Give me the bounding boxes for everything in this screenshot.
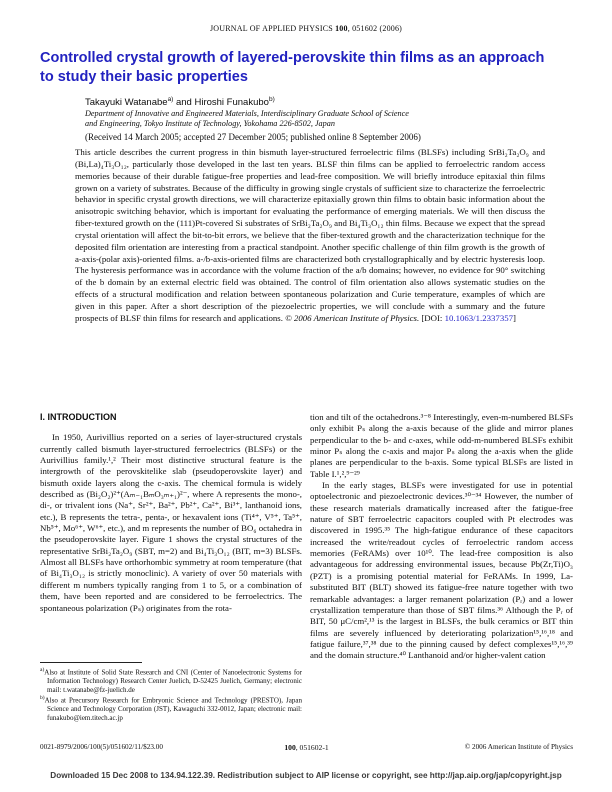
section-heading-introduction: I. INTRODUCTION <box>40 412 117 422</box>
footnote-a-marker: a) <box>40 667 45 673</box>
footnote-separator-rule <box>40 662 142 663</box>
author-1-footnote-marker: a) <box>167 96 174 103</box>
footnote-b-text: Also at Precursory Research for Embryonic Science and Technology (PRESTO), Japan Science and Technology Corporation (JST), Kawaguchi 332-0012, Japan; electronic mail: funakubo@iem.titech.ac.jp <box>44 696 302 722</box>
download-notice: Downloaded 15 Dec 2008 to 134.94.122.39. Redistribution subject to AIP license or copyright, see http://jap.aip.org/jap/copyright.jsp <box>50 771 562 780</box>
journal-issue-info: , 051602 (2006) <box>347 24 403 33</box>
doi-prefix: [DOI: <box>419 312 445 323</box>
affiliation <box>85 109 555 129</box>
affiliation-line2: and Engineering, Tokyo Institute of Technology, Yokohama 226-8502, Japan <box>85 118 335 128</box>
body-column-right <box>310 412 573 742</box>
received-dates: (Received 14 March 2005; accepted 27 December 2005; published online 8 September 2006) <box>85 132 421 142</box>
footer-copyright: © 2006 American Institute of Physics <box>464 743 573 751</box>
author-line <box>85 96 545 108</box>
intro-paragraph-2: In the early stages, BLSFs were investigated for use in potential optoelectronic and piezoelectronic devices.³⁰⁻³⁴ However, the number of these research materials dramatically increased after the fatigue-free nature of SBT ferroelectric capacitors coupled with Pt electrodes was discovered in 1995.³⁵ The high-fatigue endurance of these capacitors increased the write/readout cycles of ferroelectric random access memories (FeRAMs) over 10¹⁰. The lead-free composition is also advantageous for addressing environmental issues, because Pb(Zr,Ti)O₃ (PZT) is a promising potential material for FeRAMs. In 1999, La-substituted BIT (BLT) showed its fatigue-free nature together with two remarkable advantages: a larger remanent polarization (Pᵣ) and a lower crystallization temperature than those of SBT films.³⁶ Although the Pᵣ of BIT, 50 μC/cm²,¹³ is the largest in BLSFs, the bulk ceramics or BIT thin films are severely influenced by deteriorating polarization¹⁵,¹⁶,¹⁸ and fatigue failure,³⁷,³⁸ due to the pinning caused by defect complexes¹⁵,¹⁶,³⁹ and the domain structure.⁴⁰ Lanthanoid and/or higher-valent cation <box>310 480 573 661</box>
journal-name: JOURNAL OF APPLIED PHYSICS <box>209 24 336 33</box>
footnote-b-marker: b) <box>40 695 45 702</box>
footnote-block <box>40 662 302 722</box>
intro-paragraph-1: In 1950, Aurivillius reported on a series of layer-structured crystals currently called bismuth layer-structured ferroelectrics (BLSFs) or the Aurivillius family.¹,² Their most distinctive structural feature is the intergrowth of the perovskitelike slab (pseudoperovskite layer) and bismuth oxide layers along the c-axis. The chemical formula is widely described as (Bi₂O₂)²⁺(Aₘ₋₁BₘO₃ₘ₊₁)²⁻, where A represents the mono-, di-, or trivalent ions (Na⁺, Sr²⁺, Ba²⁺, Pb²⁺, Ca²⁺, Bi³⁺, lanthanoid ions, etc.), B represents the tetra-, penta-, or hexavalent ions (Ti⁴⁺, V⁵⁺, Ta⁵⁺, Nb⁵⁺, Mo⁶⁺, W⁶⁺, etc.), and m represents the number of BO₆ octahedra in the pseudoperovskite layer. Figure 1 shows the crystal structures of the representative SrBi₂Ta₂O₉ (SBT, m=2) and Bi₄Ti₃O₁₂ (BIT, m=3) BLSFs. Almost all BLSFs have orthorhombic symmetry at room temperature (that of Bi₄Ti₃O₁₂ is strictly monoclinic). A variety of over 50 materials with different m numbers typically ranging from 1 to 5, or a combination of them, have been reported and are considered to be ferroelectrics. The spontaneous polarization (Pₛ) originates from the rota- <box>40 432 302 613</box>
footer-issn-fee: 0021-8979/2006/100(5)/051602/11/$23.00 <box>40 743 163 751</box>
paper-title <box>40 49 570 86</box>
footnote-a <box>40 666 302 694</box>
abstract-copyright: © 2006 American Institute of Physics. <box>285 312 420 323</box>
footnote-a-text: Also at Institute of Solid State Research and CNI (Center of Nanoelectronic Systems for Information Technology) Research Center Juelich, D-52425 Juelich, Germany; electronic mail: t.watanabe@fz-juelich.de <box>44 668 302 694</box>
paper-title-line2: to study their basic properties <box>40 68 248 85</box>
doi-link[interactable]: 10.1063/1.2337357 <box>444 312 514 323</box>
affiliation-line1: Department of Innovative and Engineered Materials, Interdisciplinary Graduate School of Science <box>85 109 409 118</box>
footer-volume: 100 <box>284 743 296 752</box>
journal-volume: 100 <box>335 24 348 33</box>
author-2-footnote-marker: b) <box>268 96 275 103</box>
abstract-text: This article describes the current progress in thin bismuth layer-structured ferroelectric films (BLSFs) including SrBi₂Ta₂O₉ and (Bi,La)₄Ti₃O₁₂, particularly those developed in the last ten years. BLSF thin films can be applied to ferroelectric random access memories because of their durable fatigue-free properties and lead-free composition. We will briefly introduce epitaxial thin films grown on a variety of substrates. Because of the difficulty in growing single crystals of sufficient size to characterize the ferroelectric behavior in specific crystal growth directions, we will characterize epitaxially grown thin films to obtain basic information about the anisotropic switching behavior, which is important for evaluating the performance of emerging materials. We will then discuss the fiber-textured growth on the (111)Pt-covered Si substrates of SrBi₂Ta₂O₉ and Bi₄Ti₃O₁₂ thin films. Because we expect that the spread crystal orientation will affect the bit-to-bit errors, we believe that the fiber-textured growth and the characterization technique for the deposited film orientation are interesting from a practical standpoint. Another specific challenge of thin film growth is the growth of a-axis-(polar axis)-oriented films. a-/b-axis-oriented films are characterized both crystallographically and by electric hysteresis loop. The hysteresis performance was in accordance with the volume fraction of the a/b domains; however, no evidence for 90° switching of the b domain by an external electric field was obtained. The control of film orientation also allows systematic studies on the effects of a structural modification and relation between spontaneous polarization and Curie temperature, examples of which are given in this paper. After a short description of the piezoelectric properties, we will conclude with a summary and the future prospects of BLSF thin films for research and applications. <box>75 147 545 323</box>
intro-paragraph-1-continued: tion and tilt of the octahedrons.³⁻⁸ Interestingly, even-m-numbered BLSFs only exhibit Pₛ along the a-axis because of the glide and mirror planes perpendicular to the b- and c-axes, while odd-m-numbered BLSFs exhibit minor Pₛ along the c-axis and major Pₛ along the a-axis when the glide planes are perpendicular to the b-axis. Some typical BLSFs are listed in Table I.¹,²,⁹⁻²⁹ <box>310 412 573 479</box>
footnote-b <box>40 694 302 722</box>
author-2: Hiroshi Funakubo <box>194 97 269 109</box>
body-column-left <box>40 412 302 662</box>
author-1: Takayuki Watanabe <box>85 97 168 109</box>
footer-page-id: , 051602-1 <box>295 743 329 752</box>
abstract <box>75 147 545 325</box>
author-conjunction: and <box>173 97 195 109</box>
paper-title-line1: Controlled crystal growth of layered-perovskite thin films as an approach <box>40 50 545 66</box>
journal-running-head <box>0 24 612 33</box>
doi-suffix: ] <box>513 312 516 323</box>
